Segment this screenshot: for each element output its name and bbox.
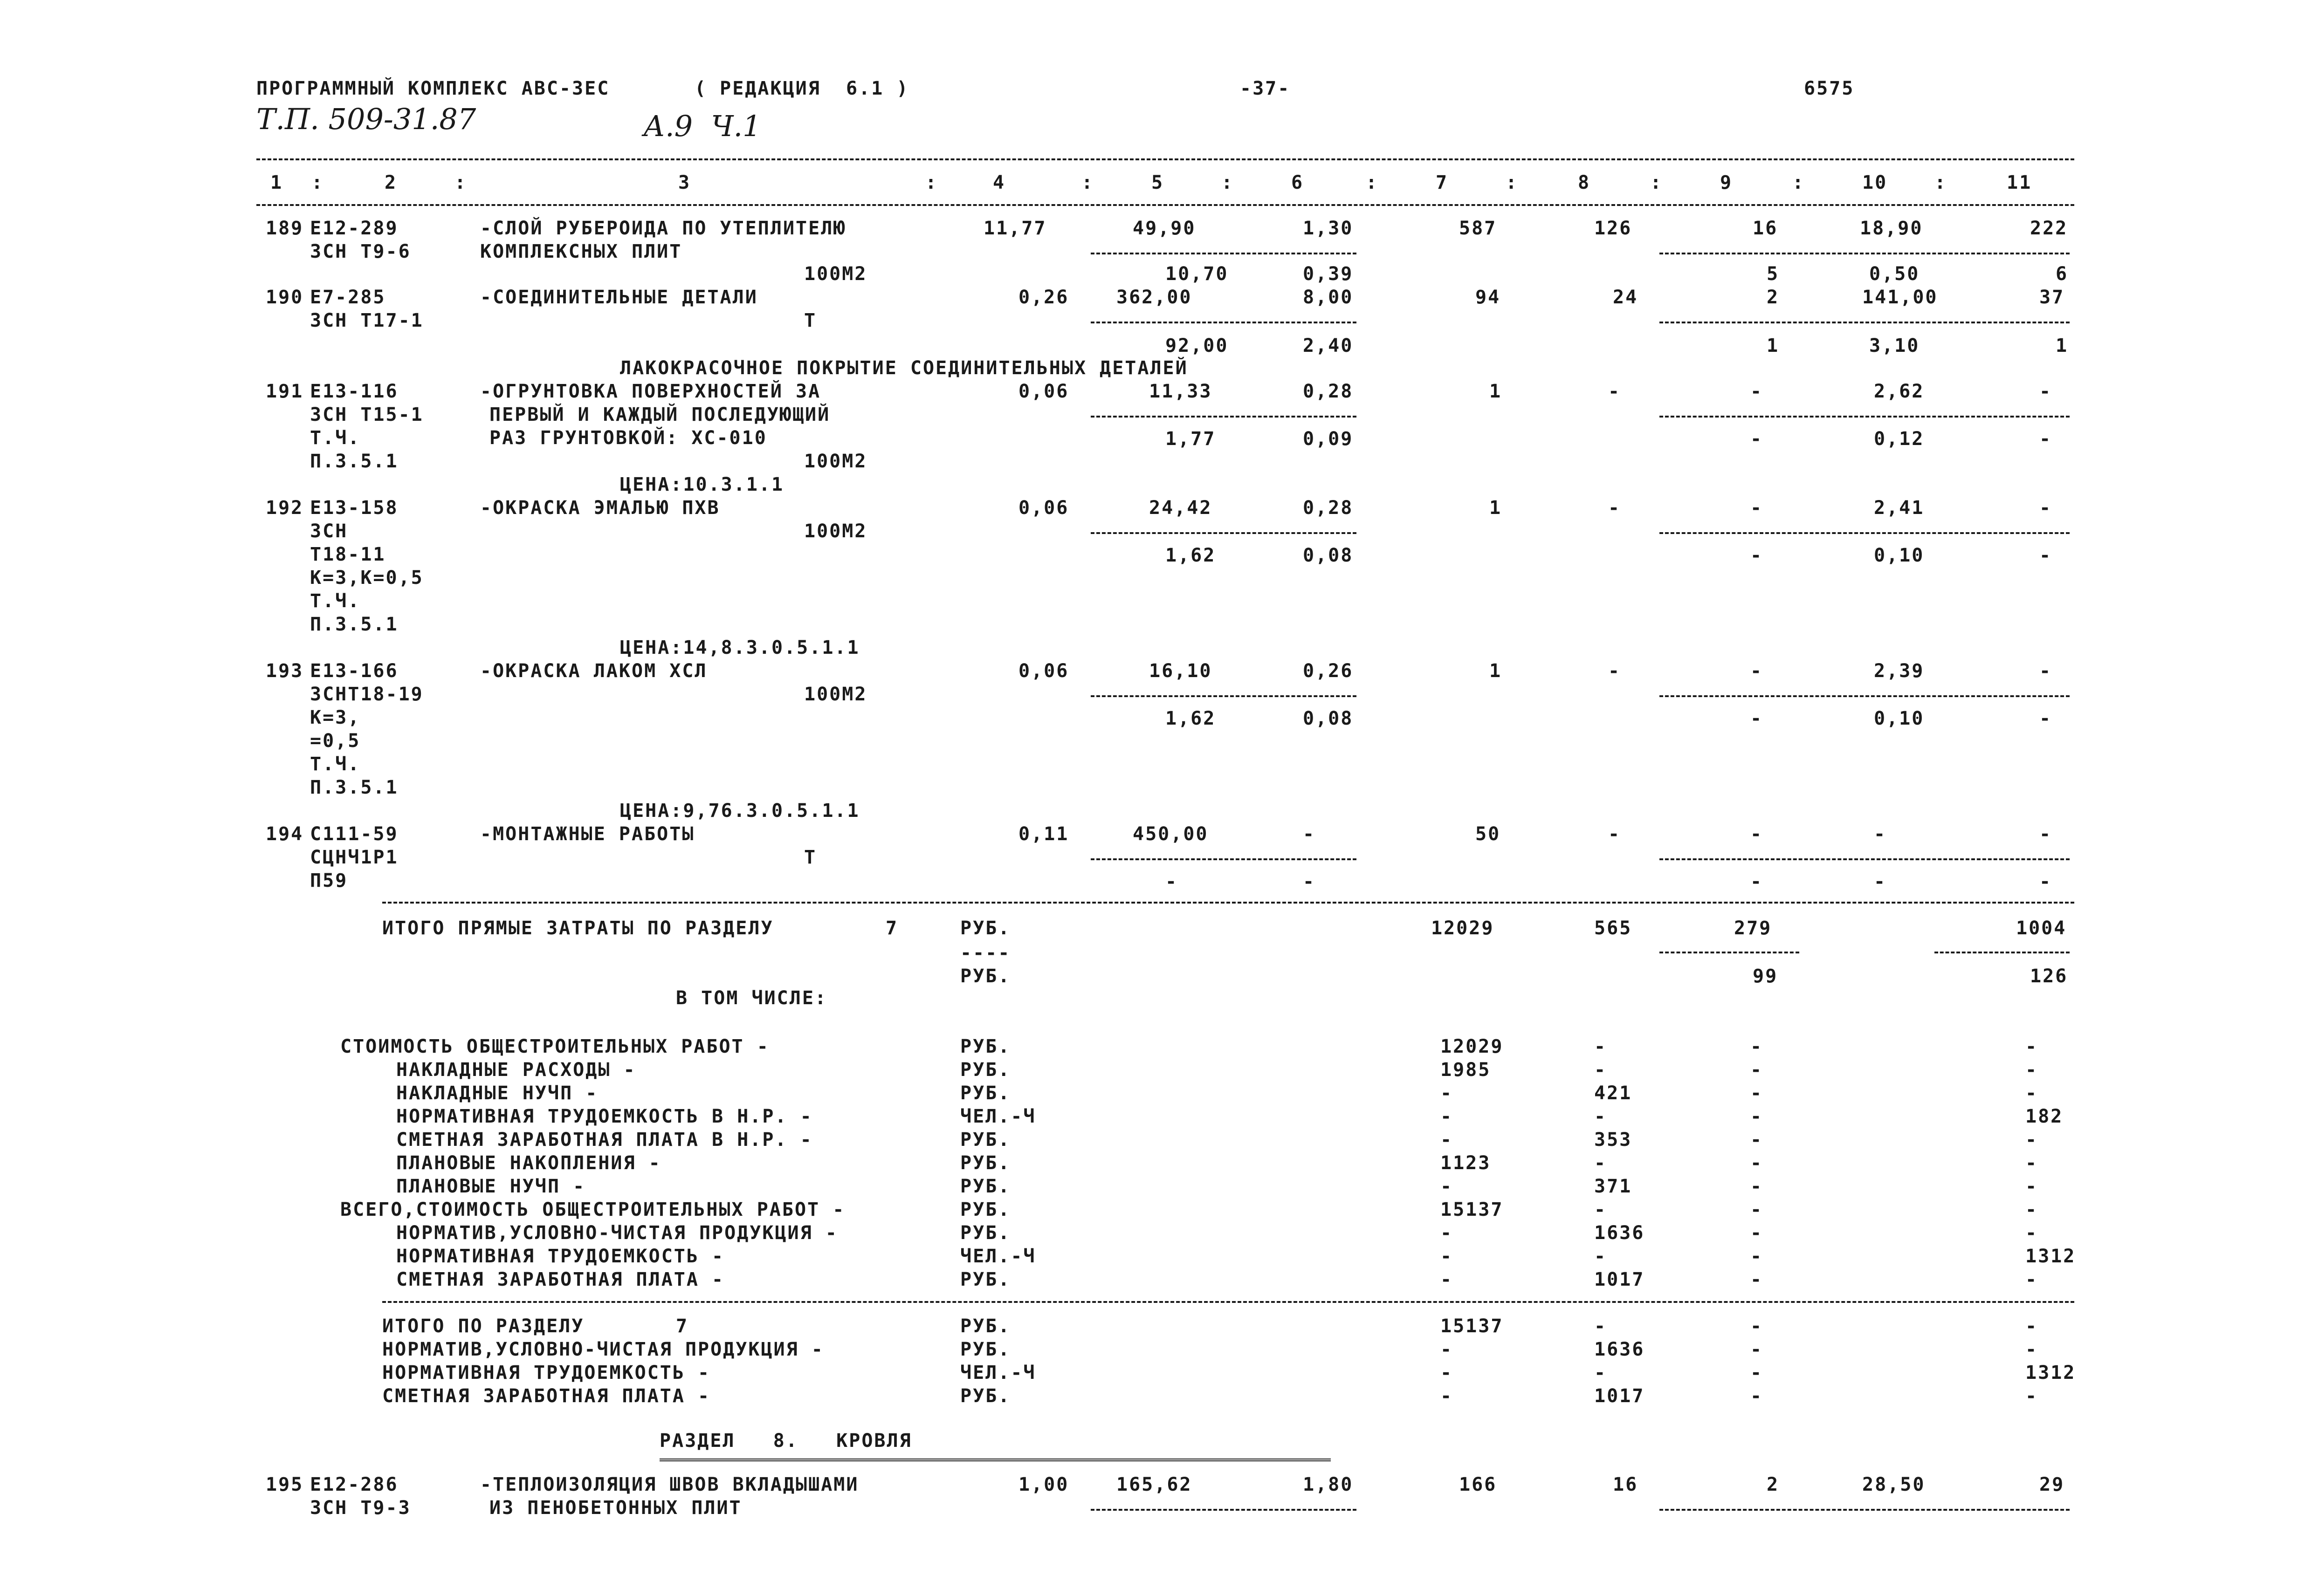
- rate-code: П.3.5.1: [310, 451, 399, 472]
- rate-code: ЗСНТ18-19: [310, 684, 424, 705]
- rate-code: ЗСН Т17-1: [310, 310, 424, 331]
- cell-c7: 12029: [1431, 918, 1494, 939]
- cell-c9: -: [1750, 1199, 1763, 1220]
- cell-c11: 29: [2039, 1474, 2065, 1495]
- cell-c9: -: [1750, 1385, 1763, 1407]
- price-formula: ЦЕНА:10.3.1.1: [620, 474, 784, 495]
- cell-c9: -: [1750, 1129, 1763, 1151]
- cell-c6: 0,08: [1303, 708, 1354, 729]
- column-separator: :: [1792, 172, 1805, 193]
- cell-c7: 1123: [1440, 1152, 1491, 1174]
- handwritten-volume: А.9 Ч.1: [643, 109, 761, 143]
- cell-c9: 1: [1767, 335, 1780, 356]
- cell-c5: 16,10: [1149, 660, 1212, 682]
- rate-code: Е13-158: [310, 497, 399, 519]
- cell-c9: -: [1750, 1339, 1763, 1360]
- cell-c7: 94: [1475, 287, 1501, 308]
- cell-c8: 1017: [1594, 1385, 1645, 1407]
- cell-c11: -: [2039, 660, 2052, 682]
- cell-c7: 15137: [1440, 1199, 1504, 1220]
- cell-c9: -: [1750, 1176, 1763, 1197]
- summary-label: НАКЛАДНЫЕ РАСХОДЫ -: [396, 1059, 636, 1081]
- cell-c11: 222: [2030, 218, 2068, 239]
- cell-c7: 12029: [1440, 1036, 1504, 1057]
- cell-c6: 0,08: [1303, 545, 1354, 566]
- cell-c9: 279: [1734, 918, 1772, 939]
- work-description: ПЕРВЫЙ И КАЖДЫЙ ПОСЛЕДУЮЩИЙ: [489, 404, 831, 425]
- cell-c5: 1,77: [1165, 428, 1216, 450]
- cell-c7: -: [1440, 1082, 1453, 1104]
- rate-code: Т18-11: [310, 544, 386, 565]
- cell-c9: -: [1750, 1315, 1763, 1337]
- row-number: 191: [266, 381, 304, 402]
- cell-c10: -: [1874, 823, 1887, 845]
- unit: 100М2: [804, 684, 867, 705]
- cell-c5: 362,00: [1116, 287, 1192, 308]
- cell-c9: 5: [1767, 263, 1780, 285]
- cell-c8: 565: [1594, 918, 1632, 939]
- column-header: 7: [1436, 172, 1449, 193]
- cell-c11: -: [2039, 428, 2052, 450]
- price-formula: ЦЕНА:9,76.3.0.5.1.1: [620, 800, 860, 822]
- work-description: -ОГРУНТОВКА ПОВЕРХНОСТЕЙ ЗА: [480, 381, 821, 402]
- cell-c6: 2,40: [1303, 335, 1354, 356]
- cell-c10: 2,62: [1874, 381, 1925, 402]
- handwritten-project-number: Т.П. 509-31.87: [256, 102, 476, 136]
- cell-c7: 50: [1475, 823, 1501, 845]
- rate-code: П59: [310, 870, 348, 891]
- rate-code: ЗСН Т9-6: [310, 241, 411, 262]
- cell-c11: -: [2039, 545, 2052, 566]
- column-separator: :: [1221, 172, 1234, 193]
- rate-code: Т.Ч.: [310, 590, 361, 612]
- summary-label: НОРМАТИВ,УСЛОВНО-ЧИСТАЯ ПРОДУКЦИЯ -: [396, 1222, 838, 1244]
- price-formula: ЦЕНА:14,8.3.0.5.1.1: [620, 637, 860, 658]
- cell-c8: 16: [1613, 1474, 1638, 1495]
- cell-c9: -: [1750, 545, 1763, 566]
- work-description: ИЗ ПЕНОБЕТОННЫХ ПЛИТ: [489, 1497, 742, 1519]
- summary-label: ПЛАНОВЫЕ НУЧП -: [396, 1176, 586, 1197]
- column-separator: :: [454, 172, 468, 193]
- rate-code: Е13-116: [310, 381, 399, 402]
- cell-c6: 0,28: [1303, 381, 1354, 402]
- cell-c10: 0,50: [1869, 263, 1920, 285]
- cell-c5: 165,62: [1116, 1474, 1192, 1495]
- cell-c11: -: [2025, 1082, 2038, 1104]
- cell-c9: 2: [1767, 287, 1780, 308]
- cell-c8: -: [1608, 660, 1621, 682]
- column-separator: :: [1366, 172, 1379, 193]
- column-header: 1: [270, 172, 283, 193]
- divider: [1659, 416, 2070, 418]
- cell-c8: 126: [1594, 218, 1632, 239]
- rate-code: СЦНЧ1Р1: [310, 847, 399, 868]
- subsection-title: ЛАКОКРАСОЧНОЕ ПОКРЫТИЕ СОЕДИНИТЕЛЬНЫХ ДЕТАЛЕЙ: [620, 357, 1188, 379]
- rate-code: Е12-286: [310, 1474, 399, 1495]
- cell-c8: -: [1594, 1036, 1607, 1057]
- cell-c6: 0,09: [1303, 428, 1354, 450]
- unit: РУБ.: [960, 966, 1011, 987]
- cell-c7: -: [1440, 1176, 1453, 1197]
- summary-label: НОРМАТИВНАЯ ТРУДОЕМКОСТЬ -: [396, 1246, 725, 1267]
- cell-c11: 6: [2056, 263, 2069, 285]
- column-header: 8: [1578, 172, 1591, 193]
- cell-c7: -: [1440, 1246, 1453, 1267]
- unit: РУБ.: [960, 1339, 1011, 1360]
- column-header: 9: [1720, 172, 1733, 193]
- cell-c11: -: [2025, 1152, 2038, 1174]
- cell-c8: -: [1608, 823, 1621, 845]
- cell-c9: -: [1750, 1082, 1763, 1104]
- column-separator: :: [311, 172, 324, 193]
- cell-c11: -: [2039, 823, 2052, 845]
- cell-c9: -: [1750, 1106, 1763, 1127]
- row-number: 195: [266, 1474, 304, 1495]
- cell-c11: 182: [2025, 1106, 2064, 1127]
- cell-c9: -: [1750, 381, 1763, 402]
- including-heading: В ТОМ ЧИСЛЕ:: [676, 987, 827, 1009]
- cell-c8: -: [1594, 1106, 1607, 1127]
- cell-c6: 1,80: [1303, 1474, 1354, 1495]
- cell-c11: -: [2025, 1385, 2038, 1407]
- cell-c8: 421: [1594, 1082, 1632, 1104]
- cell-c7: -: [1440, 1222, 1453, 1244]
- summary-label: СМЕТНАЯ ЗАРАБОТНАЯ ПЛАТА -: [396, 1269, 725, 1290]
- unit: ЧЕЛ.-Ч: [960, 1246, 1036, 1267]
- cell-c11: -: [2039, 381, 2052, 402]
- cell-c10: 28,50: [1862, 1474, 1926, 1495]
- rate-code: С111-59: [310, 823, 399, 845]
- cell-c7: -: [1440, 1362, 1453, 1384]
- cell-c11: 126: [2030, 966, 2068, 987]
- work-description: -ТЕПЛОИЗОЛЯЦИЯ ШВОВ ВКЛАДЫШАМИ: [480, 1474, 859, 1495]
- cell-c6: 0,28: [1303, 497, 1354, 519]
- cell-c7: 1: [1489, 381, 1502, 402]
- cell-c11: -: [2025, 1129, 2038, 1151]
- work-description: -СОЕДИНИТЕЛЬНЫЕ ДЕТАЛИ: [480, 287, 758, 308]
- cell-c9: -: [1750, 660, 1763, 682]
- row-number: 190: [266, 287, 304, 308]
- cell-c7: -: [1440, 1339, 1453, 1360]
- cell-c9: -: [1750, 1152, 1763, 1174]
- work-description: РАЗ ГРУНТОВКОЙ: ХС-010: [489, 427, 767, 449]
- cell-c11: 1: [2056, 335, 2069, 356]
- unit: РУБ.: [960, 1152, 1011, 1174]
- cell-c6: 0,39: [1303, 263, 1354, 285]
- rate-code: Т.Ч.: [310, 753, 361, 775]
- cell-c8: -: [1608, 497, 1621, 519]
- cell-c6: 0,26: [1303, 660, 1354, 682]
- cell-c10: 141,00: [1862, 287, 1938, 308]
- cell-c7: 15137: [1440, 1315, 1504, 1337]
- rate-code: Е13-166: [310, 660, 399, 682]
- cell-c11: -: [2025, 1036, 2038, 1057]
- row-number: 194: [266, 823, 304, 845]
- program-name: ПРОГРАММНЫЙ КОМПЛЕКС АВС-3ЕС: [256, 78, 610, 99]
- row-number: 192: [266, 497, 304, 519]
- rate-code: П.3.5.1: [310, 614, 399, 635]
- cell-c5: 1,62: [1165, 708, 1216, 729]
- cell-c10: -: [1874, 871, 1887, 892]
- cell-c11: -: [2039, 497, 2052, 519]
- cell-c9: 2: [1767, 1474, 1780, 1495]
- row-number: 189: [266, 218, 304, 239]
- cell-c9: 16: [1753, 218, 1778, 239]
- cell-c6: -: [1303, 823, 1316, 845]
- divider: [1091, 858, 1356, 860]
- summary-label: НОРМАТИВ,УСЛОВНО-ЧИСТАЯ ПРОДУКЦИЯ -: [382, 1339, 824, 1360]
- cell-c5: 11,33: [1149, 381, 1212, 402]
- cell-c4: 11,77: [984, 218, 1047, 239]
- work-description: -СЛОЙ РУБЕРОИДА ПО УТЕПЛИТЕЛЮ: [480, 218, 846, 239]
- section-number: 7: [886, 918, 899, 939]
- rate-code: Т.Ч.: [310, 427, 361, 449]
- rate-code: К=3,К=0,5: [310, 567, 424, 589]
- unit: РУБ.: [960, 1315, 1011, 1337]
- column-header: 11: [2007, 172, 2032, 193]
- cell-c11: -: [2025, 1199, 2038, 1220]
- cell-c4: 1,00: [1018, 1474, 1069, 1495]
- column-header: 6: [1291, 172, 1304, 193]
- cell-c9: -: [1750, 497, 1763, 519]
- summary-label: ИТОГО ПО РАЗДЕЛУ: [382, 1315, 585, 1337]
- divider: [382, 902, 2074, 904]
- cell-c9: 99: [1753, 966, 1778, 987]
- row-number: 193: [266, 660, 304, 682]
- cell-c11: -: [2025, 1339, 2038, 1360]
- edition: ( РЕДАКЦИЯ 6.1 ): [695, 78, 909, 99]
- cell-c11: -: [2039, 871, 2052, 892]
- summary-label: ВСЕГО,СТОИМОСТЬ ОБЩЕСТРОИТЕЛЬНЫХ РАБОТ -: [340, 1199, 846, 1220]
- cell-c6: 8,00: [1303, 287, 1354, 308]
- cell-c7: -: [1440, 1385, 1453, 1407]
- cell-c7: -: [1440, 1106, 1453, 1127]
- divider: [256, 158, 2074, 160]
- unit: РУБ.: [960, 1129, 1011, 1151]
- cell-c11: 1004: [2016, 918, 2067, 939]
- divider: [1934, 952, 2070, 953]
- cell-c7: -: [1440, 1129, 1453, 1151]
- unit: РУБ.: [960, 918, 1011, 939]
- divider: [1659, 858, 2070, 860]
- divider: [1091, 253, 1356, 254]
- cell-c10: 2,41: [1874, 497, 1925, 519]
- cell-c7: 587: [1459, 218, 1497, 239]
- cell-c8: 1017: [1594, 1269, 1645, 1290]
- summary-label: СМЕТНАЯ ЗАРАБОТНАЯ ПЛАТА -: [382, 1385, 711, 1407]
- divider: [256, 204, 2074, 206]
- cell-c8: 1636: [1594, 1222, 1645, 1244]
- unit: РУБ.: [960, 1059, 1011, 1081]
- column-header: 3: [678, 172, 691, 193]
- cell-c11: 37: [2039, 287, 2065, 308]
- cell-c4: 0,06: [1018, 497, 1069, 519]
- cell-c8: -: [1594, 1199, 1607, 1220]
- unit: Т: [804, 310, 817, 331]
- cell-c6: -: [1303, 871, 1316, 892]
- rate-code: =0,5: [310, 730, 361, 752]
- cell-c6: 1,30: [1303, 218, 1354, 239]
- cell-c7: 1: [1489, 660, 1502, 682]
- cell-c4: 0,11: [1018, 823, 1069, 845]
- summary-label: НАКЛАДНЫЕ НУЧП -: [396, 1082, 599, 1104]
- total-label: ИТОГО ПРЯМЫЕ ЗАТРАТЫ ПО РАЗДЕЛУ: [382, 918, 774, 939]
- divider: [382, 1301, 2074, 1303]
- rate-code: ЗСН Т15-1: [310, 404, 424, 425]
- column-header: 4: [993, 172, 1006, 193]
- cell-c11: -: [2025, 1059, 2038, 1081]
- column-header: 2: [385, 172, 398, 193]
- cell-c4: 0,26: [1018, 287, 1069, 308]
- cell-c5: 10,70: [1165, 263, 1229, 285]
- summary-label: ПЛАНОВЫЕ НАКОПЛЕНИЯ -: [396, 1152, 661, 1174]
- unit: Т: [804, 847, 817, 868]
- cell-c9: -: [1750, 823, 1763, 845]
- cell-c9: -: [1750, 1362, 1763, 1384]
- work-description: -МОНТАЖНЫЕ РАБОТЫ: [480, 823, 695, 845]
- unit: РУБ.: [960, 1222, 1011, 1244]
- cell-c5: -: [1165, 871, 1178, 892]
- rate-code: Е12-289: [310, 218, 399, 239]
- work-description: -ОКРАСКА ЭМАЛЬЮ ПХВ: [480, 497, 720, 519]
- document-code: 6575: [1804, 78, 1855, 99]
- cell-c5: 49,90: [1133, 218, 1196, 239]
- cell-c10: 2,39: [1874, 660, 1925, 682]
- unit: РУБ.: [960, 1269, 1011, 1290]
- cell-c8: -: [1594, 1152, 1607, 1174]
- column-separator: :: [1081, 172, 1094, 193]
- cell-c10: 18,90: [1860, 218, 1923, 239]
- cell-c8: 24: [1613, 287, 1638, 308]
- cell-c9: -: [1750, 1222, 1763, 1244]
- cell-c4: 0,06: [1018, 660, 1069, 682]
- rate-code: Е7-285: [310, 287, 386, 308]
- unit: РУБ.: [960, 1385, 1011, 1407]
- cell-c10: 0,12: [1874, 428, 1925, 450]
- cell-c10: 0,10: [1874, 708, 1925, 729]
- rate-code: ЗСН: [310, 521, 348, 542]
- unit: ЧЕЛ.-Ч: [960, 1362, 1036, 1384]
- cell-c8: -: [1594, 1362, 1607, 1384]
- divider: [1091, 532, 1356, 534]
- unit: РУБ.: [960, 1176, 1011, 1197]
- unit: РУБ.: [960, 1199, 1011, 1220]
- summary-label: СМЕТНАЯ ЗАРАБОТНАЯ ПЛАТА В Н.Р. -: [396, 1129, 813, 1151]
- unit: 100М2: [804, 521, 867, 542]
- divider: [1659, 695, 2070, 697]
- column-separator: :: [925, 172, 938, 193]
- cell-c5: 1,62: [1165, 545, 1216, 566]
- rate-code: П.3.5.1: [310, 777, 399, 798]
- cell-c4: 0,06: [1018, 381, 1069, 402]
- cell-c9: -: [1750, 871, 1763, 892]
- column-separator: :: [1934, 172, 1947, 193]
- column-separator: :: [1506, 172, 1519, 193]
- cell-c8: 371: [1594, 1176, 1632, 1197]
- cell-c9: -: [1750, 1269, 1763, 1290]
- page-number: -37-: [1240, 78, 1291, 99]
- unit: РУБ.: [960, 1082, 1011, 1104]
- summary-label: СТОИМОСТЬ ОБЩЕСТРОИТЕЛЬНЫХ РАБОТ -: [340, 1036, 770, 1057]
- divider: [1659, 952, 1799, 953]
- divider: [1659, 253, 2070, 254]
- cell-c11: -: [2039, 708, 2052, 729]
- cell-c7: 1: [1489, 497, 1502, 519]
- divider: [1091, 322, 1356, 323]
- work-description: -ОКРАСКА ЛАКОМ ХСЛ: [480, 660, 708, 682]
- divider: [1659, 322, 2070, 323]
- cell-c5: 24,42: [1149, 497, 1212, 519]
- unit: 100М2: [804, 451, 867, 472]
- divider: [1091, 695, 1356, 697]
- summary-label: НОРМАТИВНАЯ ТРУДОЕМКОСТЬ -: [382, 1362, 711, 1384]
- cell-c9: -: [1750, 1059, 1763, 1081]
- cell-c9: -: [1750, 428, 1763, 450]
- divider: [1659, 1509, 2070, 1511]
- cell-c8: -: [1594, 1246, 1607, 1267]
- cell-c10: 3,10: [1869, 335, 1920, 356]
- cell-c7: 1985: [1440, 1059, 1491, 1081]
- divider: [660, 1459, 1331, 1461]
- dash-mark: ----: [960, 942, 1011, 964]
- cell-c8: 1636: [1594, 1339, 1645, 1360]
- cell-c11: -: [2025, 1176, 2038, 1197]
- cell-c11: 1312: [2025, 1246, 2076, 1267]
- cell-c10: 0,10: [1874, 545, 1925, 566]
- cell-c11: -: [2025, 1315, 2038, 1337]
- cell-c9: -: [1750, 1036, 1763, 1057]
- rate-code: К=3,: [310, 707, 361, 728]
- column-separator: :: [1650, 172, 1663, 193]
- summary-label: НОРМАТИВНАЯ ТРУДОЕМКОСТЬ В Н.Р. -: [396, 1106, 813, 1127]
- section-title: РАЗДЕЛ 8. КРОВЛЯ: [660, 1430, 912, 1452]
- work-description: КОМПЛЕКСНЫХ ПЛИТ: [480, 241, 682, 262]
- cell-c9: -: [1750, 708, 1763, 729]
- rate-code: ЗСН Т9-3: [310, 1497, 411, 1519]
- unit: 100М2: [804, 263, 867, 285]
- cell-c9: -: [1750, 1246, 1763, 1267]
- divider: [1659, 532, 2070, 534]
- cell-c11: 1312: [2025, 1362, 2076, 1384]
- cell-c7: -: [1440, 1269, 1453, 1290]
- cell-c11: -: [2025, 1269, 2038, 1290]
- divider: [1091, 416, 1356, 418]
- unit: РУБ.: [960, 1036, 1011, 1057]
- cell-c5: 92,00: [1165, 335, 1229, 356]
- unit: ЧЕЛ.-Ч: [960, 1106, 1036, 1127]
- cell-c5: 450,00: [1133, 823, 1209, 845]
- cell-c8: -: [1594, 1315, 1607, 1337]
- cell-c8: -: [1594, 1059, 1607, 1081]
- section-number: 7: [676, 1315, 689, 1337]
- cell-c7: 166: [1459, 1474, 1497, 1495]
- cell-c8: 353: [1594, 1129, 1632, 1151]
- column-header: 5: [1151, 172, 1164, 193]
- cell-c8: -: [1608, 381, 1621, 402]
- cell-c11: -: [2025, 1222, 2038, 1244]
- divider: [1091, 1509, 1356, 1511]
- column-header: 10: [1862, 172, 1888, 193]
